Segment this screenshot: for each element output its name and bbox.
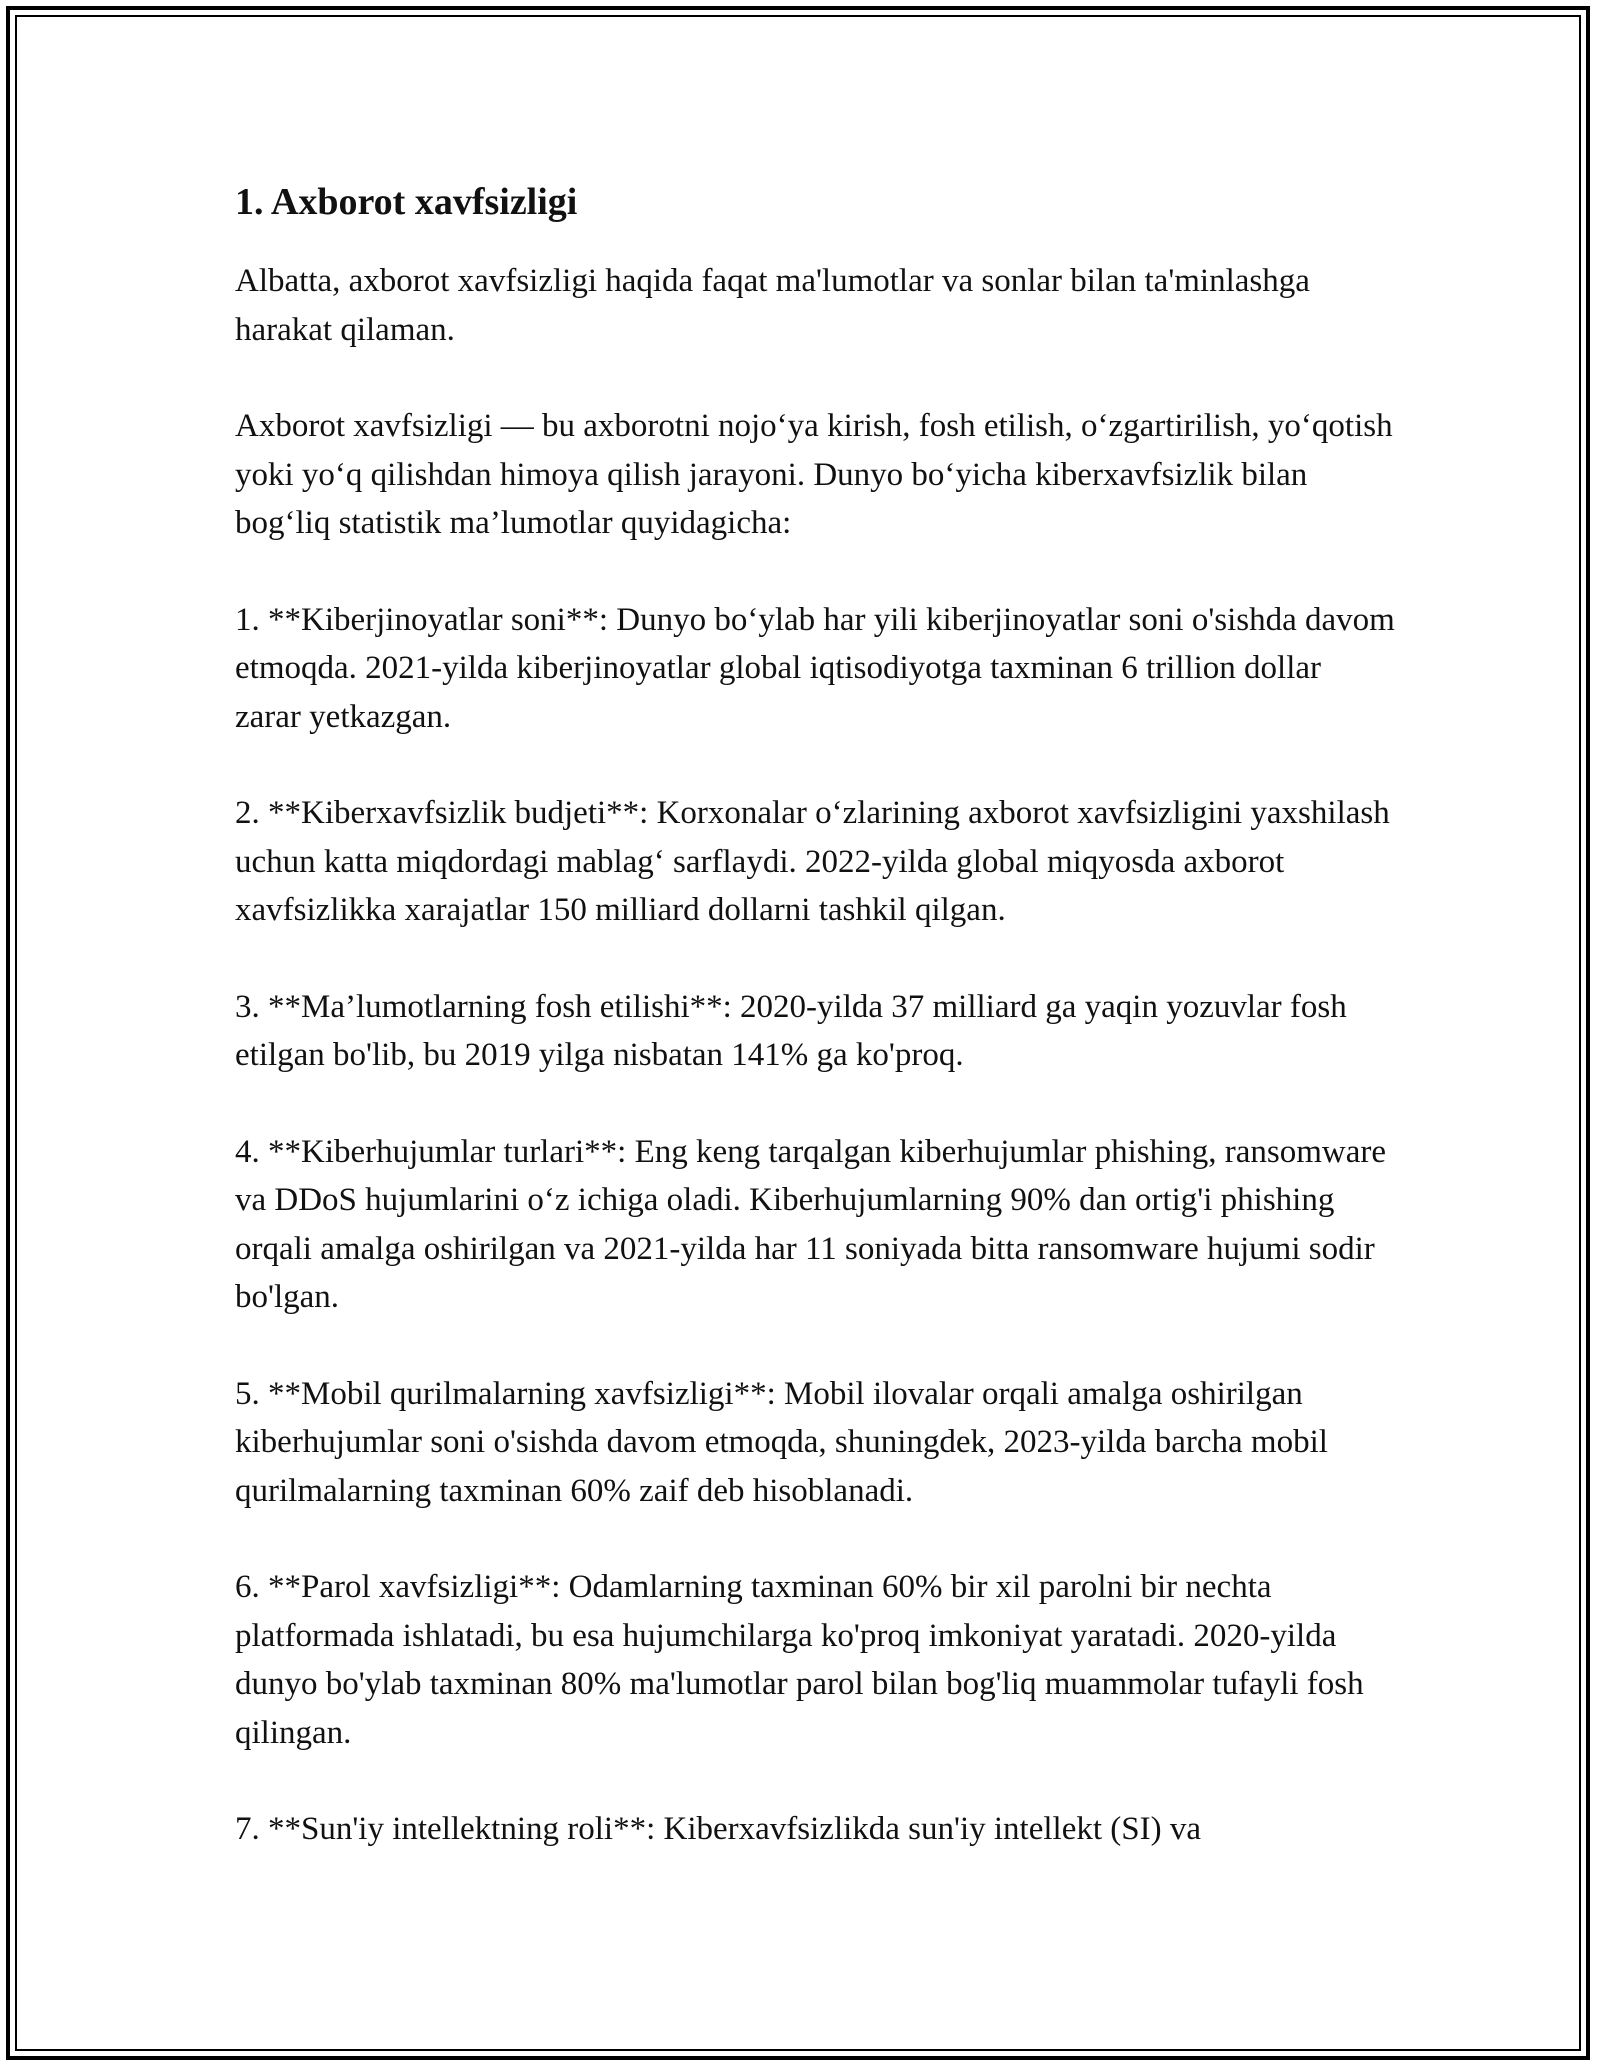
list-item-6: 6. **Parol xavfsizligi**: Odamlarning taxminan 60% bir xil parolni bir nechta platformada ishlatadi, bu esa hujumchilarga ko'proq imkoniyat yaratadi. 2020-yilda dunyo bo'ylab taxminan 80% ma'lumotlar parol bilan bog'liq muammolar tufayli fosh qilingan. — [235, 1569, 1364, 1751]
list-item-2: 2. **Kiberxavfsizlik budjeti**: Korxonalar o‘zlarining axborot xavfsizligini yaxshilash uchun katta miqdordagi mablag‘ sarflaydi. 2022-yilda global miqyosda axborot xavfsizlikka xarajatlar 150 milliard dollarni tashkil qilgan. — [235, 795, 1390, 929]
list-item-5: 5. **Mobil qurilmalarning xavfsizligi**: Mobil ilovalar orqali amalga oshirilgan kiberhujumlar soni o'sishda davom etmoqda, shuningdek, 2023-yilda barcha mobil qurilmalarning taxminan 60% zaif deb hisoblanadi. — [235, 1375, 1328, 1509]
list-item-4: 4. **Kiberhujumlar turlari**: Eng keng tarqalgan kiberhujumlar phishing, ransomware va DDoS hujumlarini o‘z ichiga oladi. Kiberhujumlarning 90% dan ortig'i phishing orqali amalga oshirilgan va 2021-yilda har 11 soniyada bitta ransomware hujumi sodir bo'lgan. — [235, 1133, 1387, 1316]
list-item-3: 3. **Ma’lumotlarning fosh etilishi**: 2020-yilda 37 milliard ga yaqin yozuvlar fosh etilgan bo'lib, bu 2019 yilga nisbatan 141% ga ko'proq. — [235, 988, 1347, 1074]
document-heading: 1. Axborot xavfsizligi — [235, 181, 578, 223]
document-body — [235, 178, 1395, 1902]
paragraph-definition: Axborot xavfsizligi — bu axborotni nojo‘ya kirish, fosh etilish, o‘zgartirilish, yo‘qotish yoki yo‘q qilishdan himoya qilish jarayoni. Dunyo bo‘yicha kiberxavfsizlik bilan bog‘liq statistik ma’lumotlar quyidagicha: — [235, 408, 1393, 542]
list-item-7: 7. **Sun'iy intellektning roli**: Kiberxavfsizlikda sun'iy intellekt (SI) va — [235, 1811, 1201, 1848]
list-item-1: 1. **Kiberjinoyatlar soni**: Dunyo bo‘ylab har yili kiberjinoyatlar soni o'sishda davom etmoqda. 2021-yilda kiberjinoyatlar global iqtisodiyotga taxminan 6 trillion dollar zarar yetkazgan. — [235, 601, 1395, 735]
paragraph-intro: Albatta, axborot xavfsizligi haqida faqat ma'lumotlar va sonlar bilan ta'minlashga harakat qilaman. — [235, 263, 1310, 348]
